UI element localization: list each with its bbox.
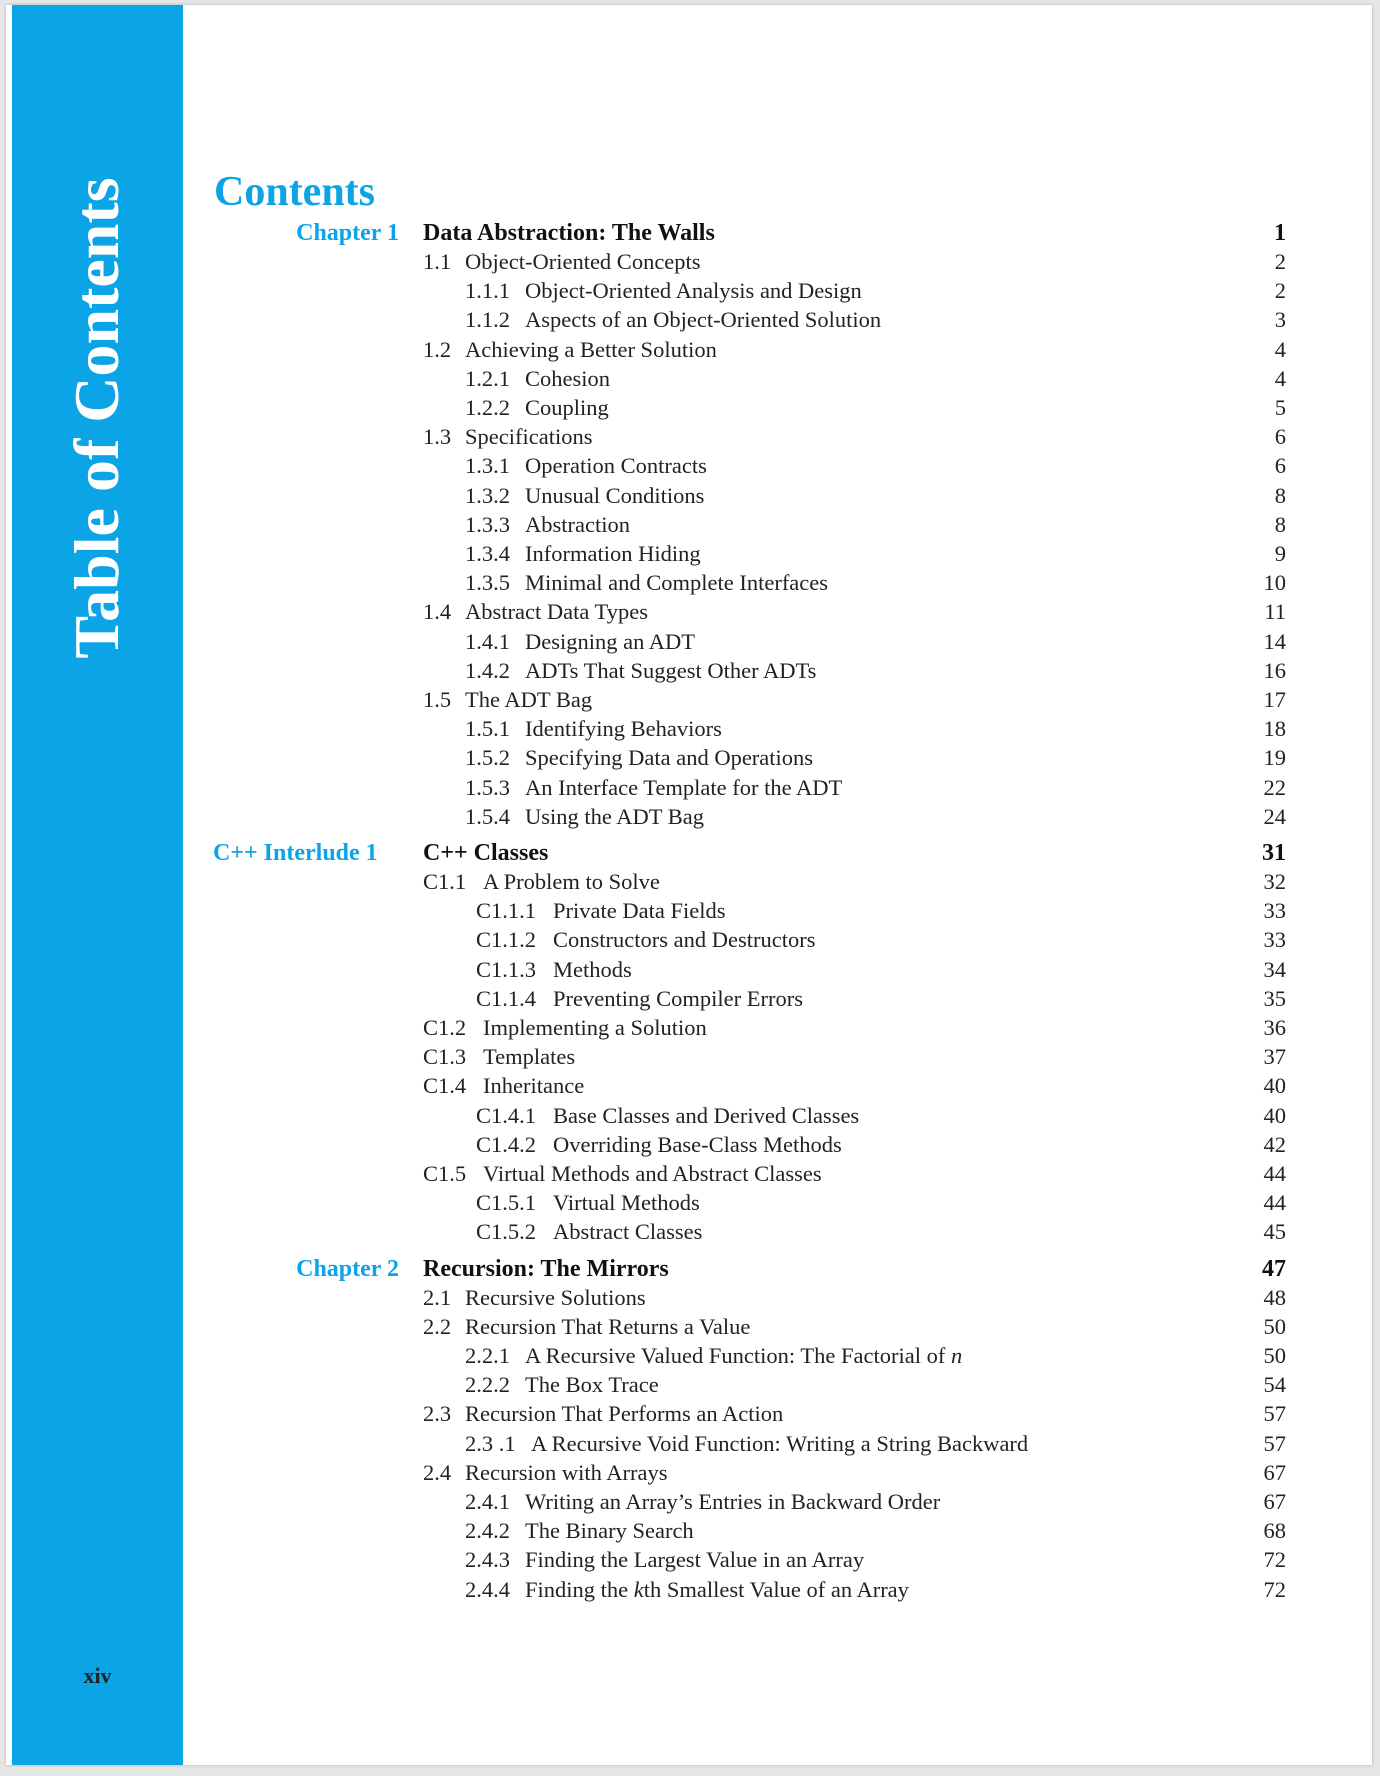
toc-entry-row [6,1130,1372,1159]
chapter-title: Recursion: The Mirrors [423,1255,669,1282]
toc-chapter-row [6,839,1372,868]
toc-entry-row [6,1217,1372,1246]
page-number: 54 [1263,1372,1286,1398]
entry-title-variable: n [950,1343,963,1368]
page-number: 19 [1263,745,1286,771]
page-number: 50 [1263,1343,1286,1368]
toc-entry-row [6,714,1372,743]
entry-number: 1.5.1 [465,716,510,742]
toc-list [6,5,1372,1765]
toc-entry-row [6,627,1372,656]
entry-number: 2.4.3 [465,1547,510,1573]
page-number: 37 [1263,1044,1286,1070]
entry-title: Preventing Compiler Errors [553,985,803,1011]
entry-number: C1.3 [423,1044,467,1070]
page-number: 2 [1274,249,1286,274]
entry-title: ADTs That Suggest Other ADTs [525,657,817,683]
toc-entry-row [6,451,1372,480]
entry-number: C1.1.1 [476,898,537,924]
page-number: 16 [1263,657,1286,683]
entry-title: The Box Trace [525,1372,659,1398]
entry-number: 2.2 [423,1313,452,1339]
page-number: 33 [1263,898,1286,924]
toc-entry-row [6,1042,1372,1071]
page-number: 34 [1263,956,1286,982]
page-number: 33 [1263,927,1286,953]
entry-number: C1.5 [423,1161,467,1186]
entry-number: 1.1 [423,249,452,274]
page-number: 44 [1263,1190,1286,1216]
entry-title: Overriding Base-Class Methods [553,1131,842,1157]
toc-entry-row [6,1370,1372,1399]
entry-number: 2.4 [423,1459,452,1485]
entry-number: 1.2.2 [465,395,510,420]
toc-entry-row [6,743,1372,772]
toc-entry-row [6,1159,1372,1188]
toc-chapter-row [6,219,1372,248]
entry-title: A Recursive Void Function: Writing a String Backward [531,1430,1029,1456]
entry-number: 1.5 [423,687,452,712]
page-number: 11 [1264,599,1286,625]
entry-number: 1.5.4 [465,803,510,829]
entry-number: 1.5.2 [465,745,510,771]
entry-number: C1.4.1 [476,1102,537,1128]
page-number: 40 [1263,1102,1286,1128]
entry-title: Object-Oriented Analysis and Design [525,278,862,304]
entry-title: Methods [553,956,632,982]
toc-entry-row [6,1399,1372,1428]
toc-entry-row [6,955,1372,984]
entry-title: Writing an Array’s Entries in Backward Order [525,1489,941,1514]
entry-title: Implementing a Solution [483,1015,707,1040]
page-number: 35 [1263,985,1286,1011]
toc-entry-row [6,568,1372,597]
entry-title-text: Finding the [525,1576,629,1602]
page-number: 17 [1263,687,1286,712]
chapter-label: Chapter 1 [296,220,399,246]
entry-title: Private Data Fields [553,898,726,924]
entry-title: Finding the Largest Value in an Array [525,1547,865,1573]
entry-number: 1.1.2 [465,307,510,333]
chapter-label: C++ Interlude 1 [213,840,378,866]
sidebar-title: Table of Contents [61,177,132,659]
entry-number: 1.4.2 [465,657,510,683]
toc-entry-row [6,510,1372,539]
page-number: 50 [1263,1313,1286,1339]
entry-title: Minimal and Complete Interfaces [525,570,829,596]
toc-entry-row [6,1341,1372,1370]
chapter-label: Chapter 2 [296,1255,399,1282]
entry-title: The ADT Bag [465,687,593,712]
entry-number: C1.4.2 [476,1131,537,1157]
entry-number: C1.1.3 [476,956,537,982]
entry-number: 1.3 [423,424,452,450]
page-number: 18 [1263,716,1286,742]
toc-entry-row [6,597,1372,626]
entry-number: C1.2 [423,1015,467,1040]
page-number: 9 [1274,541,1286,566]
entry-title-variable: k [633,1576,644,1602]
entry-title: Using the ADT Bag [525,803,704,829]
page-number: 68 [1263,1518,1286,1544]
entry-number: C1.1.4 [476,985,537,1011]
toc-entry-row [6,1458,1372,1487]
page-number: 31 [1262,840,1286,866]
entry-title: An Interface Template for the ADT [525,774,843,800]
entry-number: C1.1.2 [476,927,537,953]
entry-number: 1.2 [423,336,452,362]
toc-entry-row [6,393,1372,422]
entry-number: 1.4 [423,599,452,625]
entry-number: 2.3 .1 [465,1430,516,1456]
page-number: 47 [1262,1255,1286,1282]
page-number: 4 [1274,365,1286,391]
page-number: 8 [1274,511,1286,537]
entry-number: 1.3.2 [465,482,510,508]
entry-title: Base Classes and Derived Classes [553,1102,860,1128]
entry-number: 1.1.1 [465,278,510,304]
entry-title-text-after: th Smallest Value of an Array [643,1576,909,1602]
page-number: 32 [1263,869,1286,894]
toc-entry-row [6,867,1372,896]
toc-entry-row [6,1312,1372,1341]
entry-title: Recursion That Returns a Value [465,1313,751,1339]
entry-title: A Problem to Solve [483,869,660,894]
toc-entry-row [6,802,1372,831]
entry-number: C1.4 [423,1073,467,1099]
toc-entry-row [6,925,1372,954]
entry-title: Virtual Methods and Abstract Classes [483,1161,822,1186]
page-number: 57 [1263,1430,1286,1456]
page-number: 67 [1263,1489,1286,1514]
entry-title: Recursive Solutions [465,1284,646,1310]
entry-number: C1.5.1 [476,1190,537,1216]
page-number: 24 [1263,803,1286,829]
entry-title: Achieving a Better Solution [465,336,717,362]
entry-number: C1.1 [423,869,467,894]
entry-title-text: A Recursive Valued Function: The Factorial of [525,1343,946,1368]
entry-title: Cohesion [525,365,611,391]
toc-entry-row [6,1429,1372,1458]
page-number: 57 [1263,1401,1286,1427]
entry-number: 2.2.1 [465,1343,510,1368]
toc-entry-row [6,896,1372,925]
toc-entry-row [6,481,1372,510]
entry-title: Unusual Conditions [525,482,705,508]
toc-entry-row [6,422,1372,451]
entry-number: 1.2.1 [465,365,510,391]
page-number: 72 [1263,1576,1286,1602]
toc-chapter-row [6,1255,1372,1284]
entry-number: 1.3.5 [465,570,510,596]
page-number: 67 [1263,1459,1286,1485]
toc-entry-row [6,364,1372,393]
toc-entry-row [6,1071,1372,1100]
page-number: 4 [1274,336,1286,362]
entry-title: Information Hiding [525,541,701,566]
entry-title: Abstract Classes [553,1219,703,1245]
page-number: 72 [1263,1547,1286,1573]
entry-title: Specifications [465,424,593,450]
entry-number: 1.5.3 [465,774,510,800]
entry-title: Abstraction [525,511,630,537]
entry-number: 1.4.1 [465,628,510,654]
page-number: 36 [1263,1015,1286,1040]
toc-entry-row [6,1545,1372,1574]
entry-number: 2.4.1 [465,1489,510,1514]
toc-entry-row [6,1575,1372,1604]
toc-entry-row [6,773,1372,802]
entry-title: Recursion That Performs an Action [465,1401,784,1427]
entry-title: Object-Oriented Concepts [465,249,701,274]
chapter-title: Data Abstraction: The Walls [423,220,715,246]
page-number: 5 [1274,395,1286,420]
page-number: 8 [1274,482,1286,508]
page-number: 22 [1263,774,1286,800]
entry-number: 1.3.1 [465,453,510,479]
page-number: 3 [1274,307,1286,333]
chapter-title: C++ Classes [423,840,549,866]
entry-number: 1.3.4 [465,541,510,566]
page-number: 1 [1274,220,1286,246]
toc-entry-row [6,1013,1372,1042]
page-folio: xiv [83,1663,112,1688]
entry-title: The Binary Search [525,1518,694,1544]
toc-entry-row [6,1188,1372,1217]
page-number: 6 [1274,453,1286,479]
entry-title: Recursion with Arrays [465,1459,668,1485]
page-number: 45 [1263,1219,1286,1245]
toc-entry-row [6,685,1372,714]
page-number: 6 [1274,424,1286,450]
toc-entry-row [6,539,1372,568]
contents-heading: Contents [214,169,376,215]
entry-title: Operation Contracts [525,453,707,479]
entry-number: 2.1 [423,1284,452,1310]
toc-entry-row [6,1516,1372,1545]
toc-entry-row [6,305,1372,334]
page-number: 48 [1263,1284,1286,1310]
toc-entry-row [6,656,1372,685]
entry-title: Designing an ADT [525,628,695,654]
toc-entry-row [6,276,1372,305]
entry-number: 2.4.2 [465,1518,510,1544]
entry-title: Abstract Data Types [465,599,648,625]
entry-title: Inheritance [483,1073,585,1099]
toc-entry-row [6,1487,1372,1516]
page-number: 42 [1263,1131,1286,1157]
entry-title: Templates [483,1044,576,1070]
toc-entry-row [6,1283,1372,1312]
document-page [6,5,1372,1765]
page-number: 2 [1274,278,1286,304]
entry-title: Specifying Data and Operations [525,745,814,771]
entry-title: Coupling [525,395,609,420]
entry-title: Identifying Behaviors [525,716,722,742]
page-number: 44 [1263,1161,1286,1186]
entry-title [525,1341,962,1370]
entry-title: Aspects of an Object-Oriented Solution [525,307,882,333]
entry-number: 2.2.2 [465,1372,510,1398]
toc-entry-row [6,984,1372,1013]
page-number: 14 [1263,628,1286,654]
toc-entry-row [6,247,1372,276]
entry-number: 2.4.4 [465,1576,510,1602]
entry-number: 1.3.3 [465,511,510,537]
toc-entry-row [6,1101,1372,1130]
page-number: 40 [1263,1073,1286,1099]
toc-entry-row [6,335,1372,364]
entry-title: Virtual Methods [553,1190,700,1216]
entry-title [525,1575,909,1604]
entry-number: 2.3 [423,1401,452,1427]
entry-title: Constructors and Destructors [553,927,816,953]
entry-number: C1.5.2 [476,1219,537,1245]
page-number: 10 [1263,570,1286,596]
